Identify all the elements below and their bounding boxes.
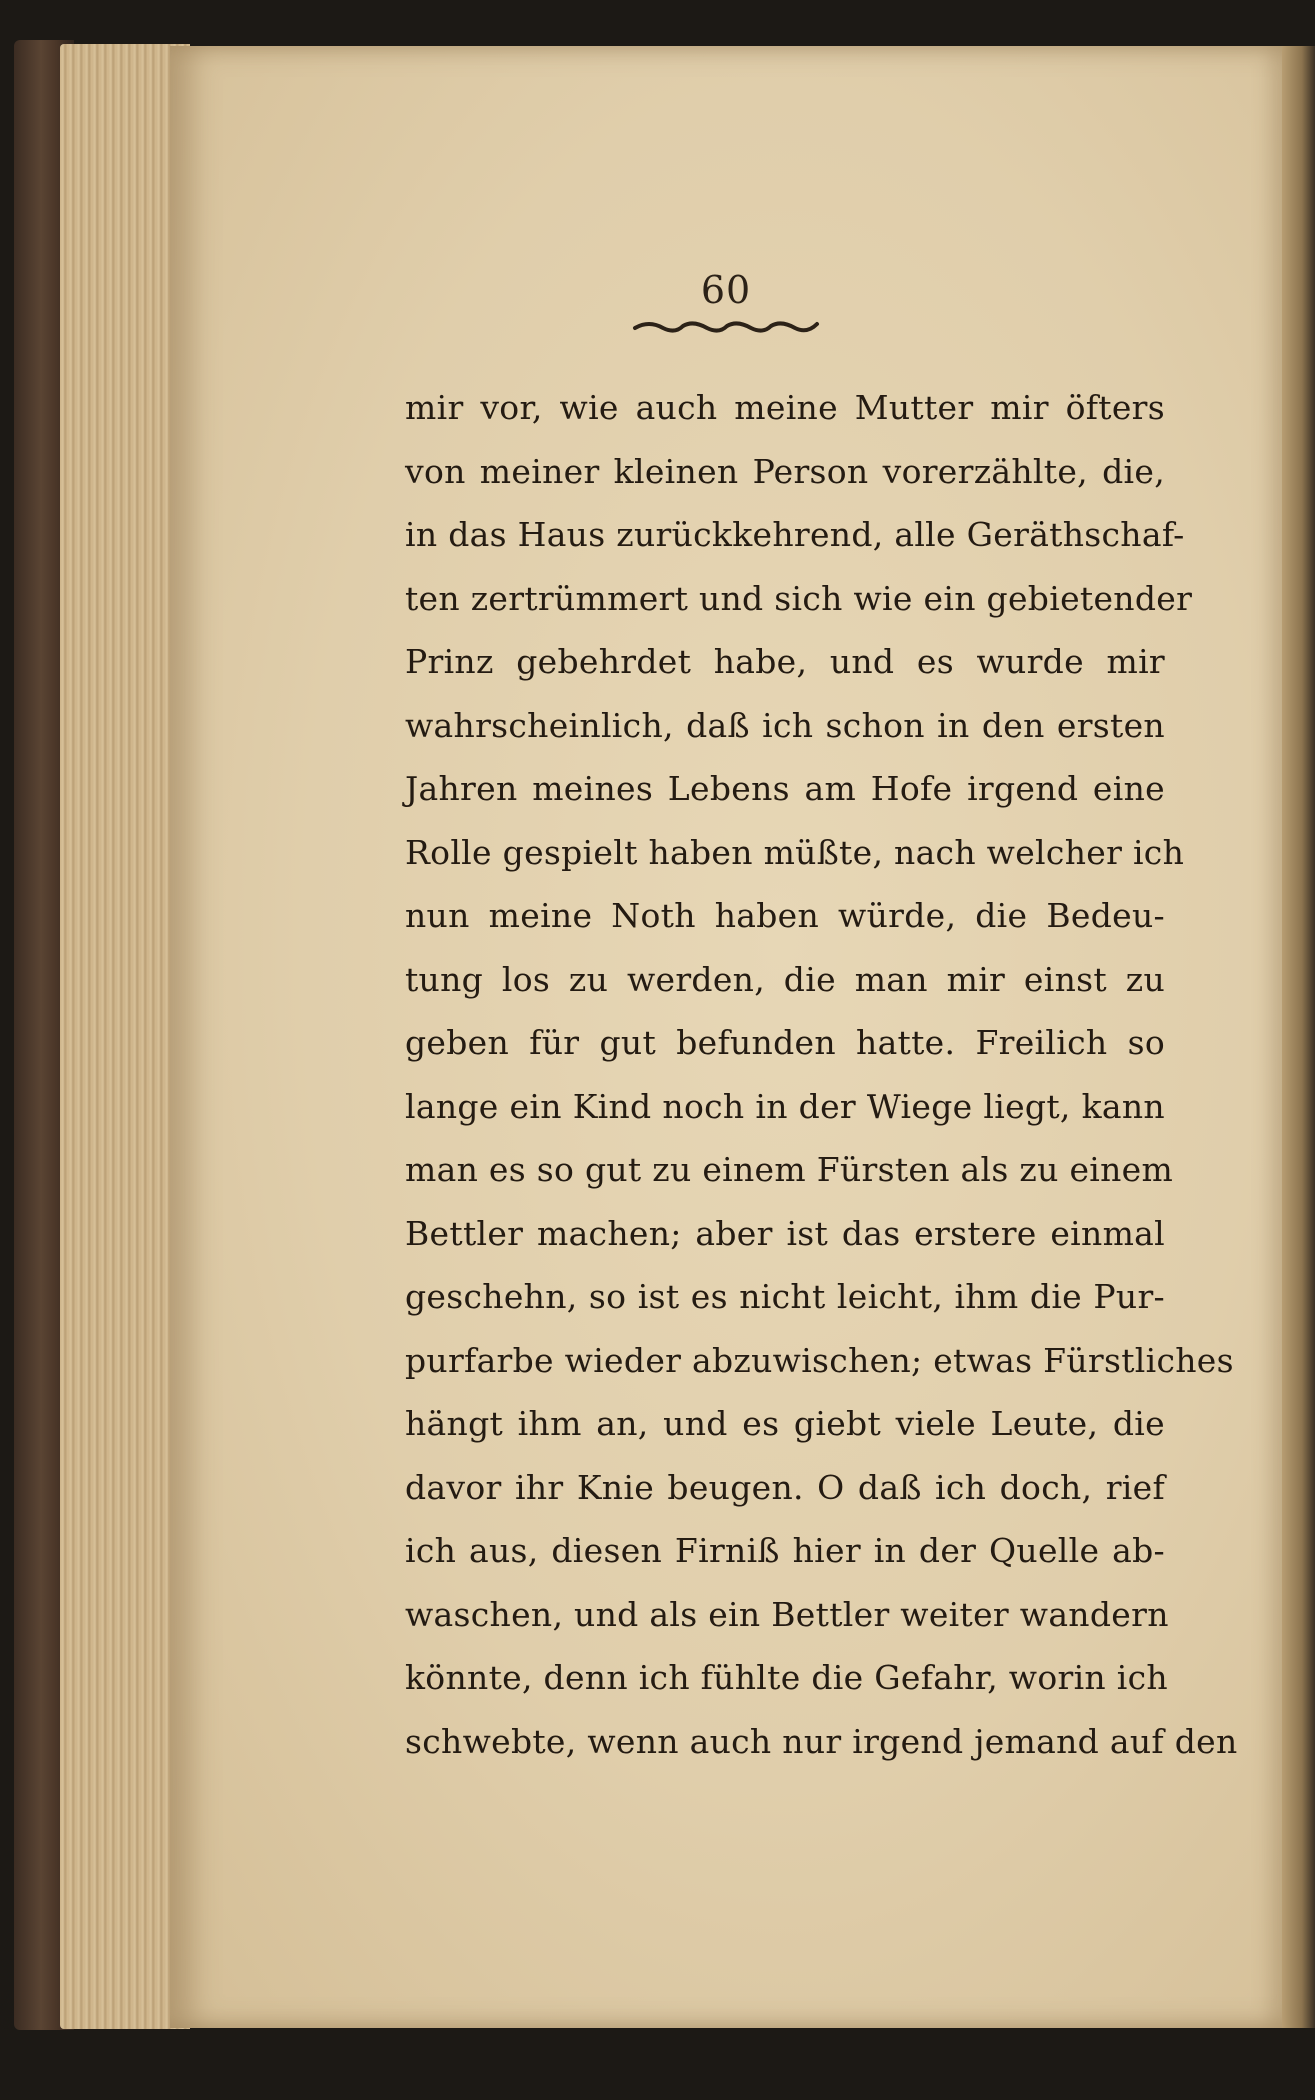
text-line: geben für gut befunden hatte. Freilich so (405, 1023, 1165, 1062)
text-line: ich aus, diesen Firniß hier in der Quelle ab- (405, 1531, 1165, 1570)
text-line: davor ihr Knie beugen. O daß ich doch, rief (405, 1467, 1165, 1507)
text-line: Bettler machen; aber ist das erstere einmal (405, 1213, 1165, 1253)
body-text-block (405, 376, 1238, 1773)
text-line: in das Haus zurückkehrend, alle Geräthschaf- (405, 515, 1185, 554)
text-line: nun meine Noth haben würde, die Bedeu- (405, 896, 1165, 935)
text-line: geschehn, so ist es nicht leicht, ihm die Pur- (405, 1277, 1165, 1316)
text-line: schwebte, wenn auch nur irgend jemand auf den (405, 1721, 1238, 1761)
page-number: 60 (700, 268, 752, 312)
text-line: Jahren meines Lebens am Hofe irgend eine (405, 769, 1165, 808)
book-gutter (1282, 46, 1315, 2028)
text-line: von meiner kleinen Person vorerzählte, die, (405, 451, 1165, 491)
text-line: waschen, und als ein Bettler weiter wandern (405, 1594, 1169, 1634)
book-page (170, 46, 1282, 2028)
text-line: man es so gut zu einem Fürsten als zu einem (405, 1150, 1174, 1189)
text-line: Prinz gebehrdet habe, und es wurde mir (405, 642, 1165, 681)
text-line: Rolle gespielt haben müßte, nach welcher ich (405, 832, 1185, 872)
text-line: tung los zu werden, die man mir einst zu (405, 959, 1165, 999)
text-line: mir vor, wie auch meine Mutter mir öfters (405, 388, 1165, 427)
text-line: purfarbe wieder abzuwischen; etwas Fürstliches (405, 1340, 1234, 1380)
text-line: könnte, denn ich fühlte die Gefahr, worin ich (405, 1658, 1168, 1697)
text-line: lange ein Kind noch in der Wiege liegt, kann (405, 1086, 1165, 1126)
text-line: hängt ihm an, und es giebt viele Leute, die (405, 1404, 1165, 1443)
text-line: ten zertrümmert und sich wie ein gebietender (405, 578, 1193, 618)
page-header (170, 268, 1282, 338)
decorative-rule-icon (631, 316, 821, 338)
text-line: wahrscheinlich, daß ich schon in den ersten (405, 705, 1165, 745)
